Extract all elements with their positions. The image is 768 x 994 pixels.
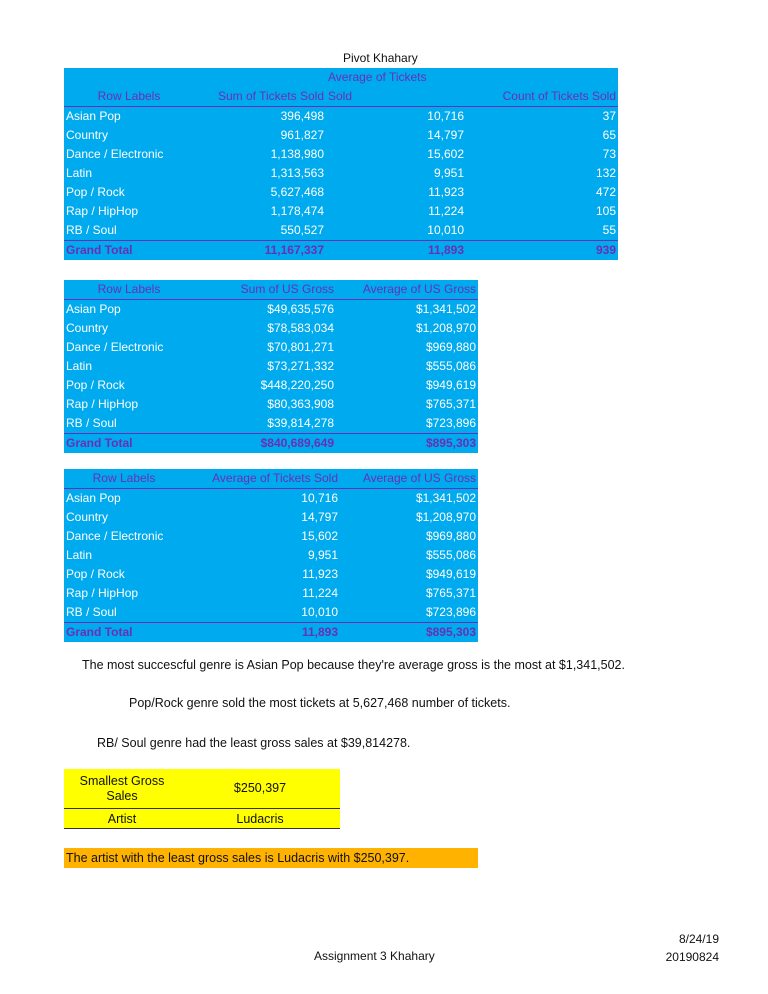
- cell-value: 14,797: [427, 128, 464, 142]
- cell-value: 14,797: [301, 510, 338, 524]
- cell-value: 1,138,980: [270, 147, 324, 161]
- smallest-gross-label: Smallest Gross Sales: [64, 769, 180, 809]
- note-most-tickets: Pop/Rock genre sold the most tickets at 5,627,468 number of tickets.: [129, 696, 511, 710]
- table-row: [64, 145, 618, 164]
- row-label: Rap / HipHop: [66, 204, 139, 218]
- pivot-table-tickets: [64, 68, 618, 260]
- cell-value: $78,583,034: [267, 321, 334, 335]
- cell-value: $895,303: [340, 623, 478, 643]
- row-label: Country: [66, 321, 109, 335]
- cell-value: $39,814,278: [267, 416, 334, 430]
- cell-value: 11,923: [302, 567, 338, 581]
- header-row-labels: Row Labels: [64, 87, 194, 107]
- row-label: Dance / Electronic: [66, 147, 164, 161]
- header-avg-tickets-line2: Sold: [326, 87, 466, 107]
- header-row-labels: Row Labels: [64, 280, 194, 300]
- row-label: Asian Pop: [66, 491, 121, 505]
- cell-value: $1,341,502: [415, 302, 476, 316]
- header-avg-gross: Average of US Gross: [340, 469, 478, 489]
- table-row: [64, 183, 618, 202]
- header-row-labels: Row Labels: [64, 469, 184, 489]
- cell-value: $765,371: [425, 586, 476, 600]
- cell-value: 11,923: [428, 185, 464, 199]
- cell-value: 10,010: [427, 223, 464, 237]
- header-sum-tickets: Sum of Tickets Sold: [194, 87, 326, 107]
- cell-value: 11,224: [428, 204, 464, 218]
- cell-value: 11,167,337: [194, 241, 326, 261]
- cell-value: 65: [602, 128, 616, 142]
- cell-value: $1,208,970: [415, 510, 476, 524]
- cell-value: $840,689,649: [194, 434, 336, 454]
- cell-value: 9,951: [307, 548, 338, 562]
- cell-value: $70,801,271: [267, 340, 334, 354]
- table-row: [64, 565, 478, 584]
- cell-value: $555,086: [425, 359, 476, 373]
- row-label: Grand Total: [64, 241, 194, 261]
- cell-value: $895,303: [336, 434, 478, 454]
- cell-value: $949,619: [425, 378, 476, 392]
- cell-value: $49,635,576: [267, 302, 334, 316]
- artist-value: Ludacris: [180, 809, 340, 829]
- row-label: Country: [66, 128, 109, 142]
- table-row: [64, 319, 478, 338]
- cell-value: $1,341,502: [415, 491, 476, 505]
- cell-value: 939: [466, 241, 618, 261]
- header-sum-gross: Sum of US Gross: [194, 280, 336, 300]
- cell-value: $723,896: [425, 416, 476, 430]
- table-row: [64, 164, 618, 183]
- header-avg-tickets-line1: Average of Tickets: [328, 70, 427, 84]
- row-label: RB / Soul: [66, 605, 117, 619]
- header-avg-tickets: Average of Tickets Sold: [184, 469, 340, 489]
- cell-value: 10,010: [301, 605, 338, 619]
- table-row: [64, 300, 478, 320]
- row-label: Latin: [66, 166, 93, 180]
- note-most-successful: The most succescful genre is Asian Pop because they're average gross is the most at $1,341,502.: [82, 658, 625, 672]
- cell-value: 550,527: [280, 223, 324, 237]
- cell-value: 472: [595, 185, 616, 199]
- cell-value: 11,224: [302, 586, 338, 600]
- row-label: Latin: [66, 548, 93, 562]
- row-label: Grand Total: [64, 623, 184, 643]
- row-label: Dance / Electronic: [66, 529, 164, 543]
- cell-value: $765,371: [425, 397, 476, 411]
- smallest-gross-value: $250,397: [180, 769, 340, 809]
- smallest-gross-table: [64, 769, 340, 829]
- row-label: Asian Pop: [66, 109, 121, 123]
- cell-value: 10,716: [301, 491, 338, 505]
- row-label: Pop / Rock: [66, 185, 125, 199]
- row-label: Country: [66, 510, 109, 524]
- table-row: [64, 584, 478, 603]
- cell-value: 37: [602, 109, 616, 123]
- cell-value: 5,627,468: [270, 185, 324, 199]
- footer-assignment: Assignment 3 Khahary: [314, 949, 435, 963]
- grand-total-row: [64, 241, 618, 261]
- cell-value: 15,602: [427, 147, 464, 161]
- cell-value: 10,716: [427, 109, 464, 123]
- footer-date: 8/24/19: [678, 932, 719, 946]
- table-row: [64, 395, 478, 414]
- cell-value: 1,313,563: [270, 166, 324, 180]
- cell-value: $1,208,970: [415, 321, 476, 335]
- table-row: [64, 221, 618, 241]
- cell-value: 11,893: [184, 623, 340, 643]
- header-avg-gross: Average of US Gross: [336, 280, 478, 300]
- row-label: RB / Soul: [66, 223, 117, 237]
- table-row: [64, 603, 478, 623]
- row-label: Pop / Rock: [66, 378, 125, 392]
- cell-value: 73: [602, 147, 616, 161]
- cell-value: 1,178,474: [270, 204, 324, 218]
- cell-value: 11,893: [326, 241, 466, 261]
- table-row: [64, 414, 478, 434]
- table-row: [64, 107, 618, 127]
- row-label: Dance / Electronic: [66, 340, 164, 354]
- artist-label: Artist: [64, 809, 180, 829]
- row-label: Pop / Rock: [66, 567, 125, 581]
- grand-total-row: [64, 623, 478, 643]
- row-label: RB / Soul: [66, 416, 117, 430]
- cell-value: $723,896: [425, 605, 476, 619]
- row-label: Asian Pop: [66, 302, 121, 316]
- cell-value: $448,220,250: [260, 378, 334, 392]
- row-label: Latin: [66, 359, 93, 373]
- pivot-table-gross: [64, 280, 478, 453]
- row-label: Grand Total: [64, 434, 194, 454]
- cell-value: $80,363,908: [267, 397, 334, 411]
- cell-value: 55: [602, 223, 616, 237]
- table-row: [64, 527, 478, 546]
- table-row: [64, 376, 478, 395]
- header-count-tickets: Count of Tickets Sold: [466, 87, 618, 107]
- cell-value: $969,880: [425, 340, 476, 354]
- cell-value: 9,951: [433, 166, 464, 180]
- cell-value: 396,498: [280, 109, 324, 123]
- grand-total-row: [64, 434, 478, 454]
- table-row: [64, 508, 478, 527]
- cell-value: 15,602: [301, 529, 338, 543]
- row-label: Rap / HipHop: [66, 586, 139, 600]
- table-row: [64, 202, 618, 221]
- pivot-table-averages: [64, 469, 478, 642]
- table-row: [64, 338, 478, 357]
- note-least-gross: RB/ Soul genre had the least gross sales at $39,814278.: [97, 736, 411, 750]
- cell-value: 961,827: [280, 128, 324, 142]
- row-label: Rap / HipHop: [66, 397, 139, 411]
- table-row: [64, 126, 618, 145]
- cell-value: $555,086: [425, 548, 476, 562]
- cell-value: 132: [595, 166, 616, 180]
- cell-value: 105: [595, 204, 616, 218]
- table-row: [64, 489, 478, 509]
- cell-value: $969,880: [425, 529, 476, 543]
- table-row: [64, 357, 478, 376]
- footer-id: 20190824: [665, 950, 719, 964]
- least-gross-highlight: The artist with the least gross sales is Ludacris with $250,397.: [64, 848, 478, 868]
- pivot-title: Pivot Khahary: [343, 51, 418, 65]
- table-row: [64, 546, 478, 565]
- cell-value: $949,619: [425, 567, 476, 581]
- cell-value: $73,271,332: [267, 359, 334, 373]
